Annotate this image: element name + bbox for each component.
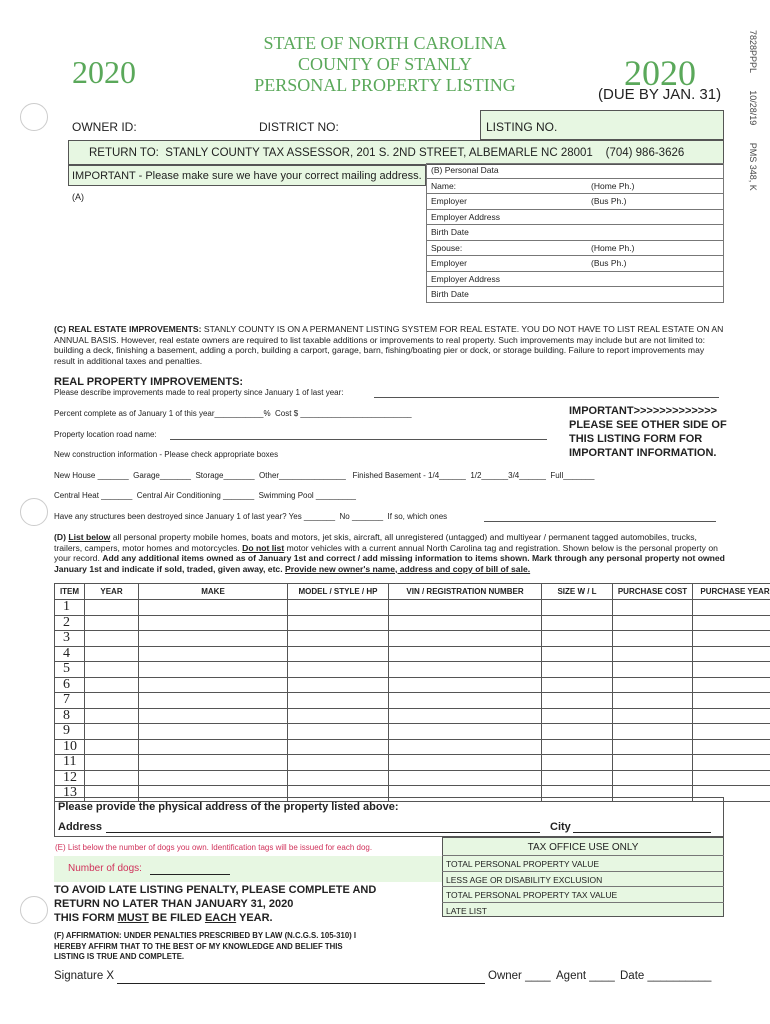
city-label: City [550,821,571,833]
table-row [55,724,770,740]
form-title [220,33,550,96]
table-cell[interactable] [389,708,542,724]
signature-date[interactable]: Date __________ [620,970,712,982]
item-number: 10 [55,739,85,755]
table-cell[interactable] [542,646,613,662]
table-cell[interactable] [85,662,139,678]
table-cell[interactable] [542,631,613,647]
table-cell[interactable] [85,631,139,647]
city-line[interactable] [573,832,711,833]
penalty-line-2: RETURN NO LATER THAN JANUARY 31, 2020 [54,898,294,910]
do-not-list: Do not list [242,542,285,553]
section-d-p2: motor vehicles with a current annual North Carolina tag and registration. Shown below is the personal property on your record. [54,542,718,563]
describe-improvements [54,388,719,397]
item-number: 8 [55,708,85,724]
return-to-box [68,140,724,165]
table-cell[interactable] [288,615,389,631]
table-cell[interactable] [389,739,542,755]
personal-data-row[interactable] [426,194,724,210]
table-cell[interactable] [288,662,389,678]
table-cell[interactable] [389,755,542,771]
table-cell[interactable] [288,646,389,662]
penalty-line-1: TO AVOID LATE LISTING PENALTY, PLEASE COMPLETE AND [54,884,377,896]
punch-hole [20,498,48,526]
items-col-header: VIN / REGISTRATION NUMBER [389,584,542,600]
table-cell[interactable] [288,708,389,724]
item-number: 1 [55,600,85,616]
punch-hole [20,103,48,131]
section-e: (E) List below the number of dogs you own. Identification tags will be issued for each dog. [55,843,373,852]
table-cell[interactable] [85,677,139,693]
personal-data-label: Employer [431,258,467,268]
address-line[interactable] [106,832,540,833]
items-col-header: ITEM [55,584,85,600]
table-cell[interactable] [693,646,770,662]
table-cell[interactable] [85,615,139,631]
table-cell[interactable] [288,631,389,647]
destroyed-line[interactable] [484,521,716,522]
table-row [55,770,770,786]
personal-data-row[interactable] [426,287,724,303]
table-cell[interactable] [389,615,542,631]
table-row [55,662,770,678]
penalty-line-3a: THIS FORM [54,912,118,924]
table-cell[interactable] [542,708,613,724]
items-col-header: MODEL / STYLE / HP [288,584,389,600]
personal-data-label: Name: [431,180,457,191]
title-line-1: STATE OF NORTH CAROLINA [263,33,507,53]
table-row [55,677,770,693]
personal-data-phone-label: (Home Ph.) [591,180,635,191]
items-col-header: SIZE W / L [542,584,613,600]
personal-data-row[interactable] [426,272,724,288]
table-row [55,693,770,709]
items-col-header: YEAR [85,584,139,600]
table-cell[interactable] [85,693,139,709]
table-cell[interactable] [288,677,389,693]
personal-data-phone-label: (Bus Ph.) [591,258,627,268]
section-d-p3: Add any additional items owned as of January 1st and correct / add missing information to items shown. Mark through any personal property not owned January 1st and indicate if sold, traded, given away, etc. [54,553,725,574]
tax-office-row: LATE LIST [442,902,724,918]
table-row [55,739,770,755]
table-cell[interactable] [693,615,770,631]
signature-label: Signature X [54,970,115,982]
table-cell[interactable] [613,739,693,755]
table-cell[interactable] [542,770,613,786]
personal-data-label: Birth Date [431,227,469,237]
table-cell[interactable] [613,600,693,616]
signature-owner[interactable]: Owner ____ [488,970,551,982]
table-cell[interactable] [389,693,542,709]
table-cell[interactable] [85,755,139,771]
table-cell[interactable] [693,693,770,709]
items-col-header: PURCHASE YEAR [693,584,770,600]
table-cell[interactable] [85,600,139,616]
table-cell[interactable] [85,770,139,786]
owner-id-label: OWNER ID: [72,120,137,134]
table-cell[interactable] [693,708,770,724]
construction-info: New construction information - Please check appropriate boxes [54,450,279,459]
dogs-label: Number of dogs: [68,863,142,874]
personal-data-label: Spouse: [431,242,463,253]
penalty-line-3c: YEAR. [236,912,273,924]
table-cell[interactable] [389,770,542,786]
physical-address-prompt: Please provide the physical address of the property listed above: [58,801,399,813]
destroyed-structures [54,512,716,521]
table-cell[interactable] [288,693,389,709]
table-cell[interactable] [139,770,288,786]
penalty-notice [54,883,376,925]
section-c [54,324,724,366]
dogs-box [54,856,442,882]
construction-types[interactable]: New House _______ Garage_______ Storage_______ Other_______________ Finished Basement - 1/4______ 1/2______3/4______ Full_______ [54,471,595,480]
section-d-p1: all personal property mobile homes, boats and motors, jet skis, aircraft, all unregistered (untagged) and multiyear / permanent tagged automobiles, trucks, trailers, campers, motor homes and motorcycles. [54,532,697,553]
important-mail-text: IMPORTANT - Please make sure we have your correct mailing address. [72,170,422,182]
title-line-2: COUNTY OF STANLY [297,54,473,74]
personal-data-row[interactable] [426,241,724,257]
due-by: (DUE BY JAN. 31) [598,86,722,103]
item-number: 9 [55,724,85,740]
section-a-label: (A) [72,192,84,202]
section-d-lead: (D) [54,532,69,542]
table-row [55,631,770,647]
table-row [55,708,770,724]
table-cell[interactable] [389,662,542,678]
personal-data-row[interactable] [426,210,724,226]
table-cell[interactable] [389,724,542,740]
item-number: 5 [55,662,85,678]
table-cell[interactable] [542,600,613,616]
table-row [55,646,770,662]
personal-data-label: Employer Address [431,211,500,222]
property-location [54,430,547,439]
table-cell[interactable] [288,755,389,771]
penalty-line-3b: BE FILED [148,912,205,924]
signature-agent[interactable]: Agent ____ [556,970,615,982]
table-cell[interactable] [139,600,288,616]
must-word: MUST [117,912,149,924]
list-below: List below [68,532,111,542]
dogs-line[interactable] [150,874,230,875]
section-d-p4: Provide new owner's name, address and copy of bill of sale. [285,563,531,574]
item-number: 13 [55,786,85,802]
describe-line[interactable] [374,397,719,398]
penalty-line-3 [54,911,376,925]
punch-hole [20,896,48,924]
table-cell[interactable] [613,755,693,771]
table-cell[interactable] [613,646,693,662]
table-cell[interactable] [288,739,389,755]
table-cell[interactable] [693,755,770,771]
personal-data-row[interactable] [426,225,724,241]
item-number: 2 [55,615,85,631]
district-no-label: DISTRICT NO: [259,120,339,134]
table-cell[interactable] [613,724,693,740]
table-cell[interactable] [613,708,693,724]
table-cell[interactable] [389,677,542,693]
address-label: Address [58,821,103,833]
table-cell[interactable] [85,708,139,724]
table-cell[interactable] [389,646,542,662]
table-cell[interactable] [85,646,139,662]
table-cell[interactable] [139,724,288,740]
tax-office-row: TOTAL PERSONAL PROPERTY VALUE [442,855,724,871]
personal-data-label: Birth Date [431,289,469,299]
table-cell[interactable] [613,770,693,786]
item-number: 11 [55,755,85,771]
table-cell[interactable] [693,631,770,647]
items-col-header: PURCHASE COST [613,584,693,600]
listing-no-label: LISTING NO. [486,120,558,134]
table-cell[interactable] [542,615,613,631]
personal-data-title: (B) Personal Data [431,165,499,175]
personal-data-phone-label: (Home Ph.) [591,242,635,253]
table-cell[interactable] [542,724,613,740]
item-number: 6 [55,677,85,693]
table-cell[interactable] [389,631,542,647]
tax-office-row: TOTAL PERSONAL PROPERTY TAX VALUE [442,886,724,902]
section-c-lead: (C) REAL ESTATE IMPROVEMENTS: [54,324,202,334]
personal-data-row[interactable] [426,256,724,272]
table-cell[interactable] [542,755,613,771]
personal-data-row[interactable] [426,179,724,195]
table-cell[interactable] [139,739,288,755]
table-row [55,615,770,631]
address-box [54,797,724,837]
heat-air-pool[interactable]: Central Heat _______ Central Air Conditioning _______ Swimming Pool _________ [54,491,356,500]
real-property-title: REAL PROPERTY IMPROVEMENTS: [54,376,244,388]
property-location-line[interactable] [170,439,547,440]
table-cell[interactable] [139,662,288,678]
listing-no-box[interactable] [480,110,724,140]
table-cell[interactable] [693,724,770,740]
table-cell[interactable] [693,739,770,755]
item-number: 12 [55,770,85,786]
table-cell[interactable] [139,693,288,709]
table-cell[interactable] [693,662,770,678]
percent-complete[interactable]: Percent complete as of January 1 of this year___________% Cost $ _________________________ [54,409,412,418]
table-cell[interactable] [288,770,389,786]
table-cell[interactable] [542,739,613,755]
table-cell[interactable] [613,631,693,647]
table-cell[interactable] [139,631,288,647]
table-cell[interactable] [613,615,693,631]
affirmation: (F) AFFIRMATION: UNDER PENALTIES PRESCRIBED BY LAW (N.C.G.S. 105-310) I HEREBY AFFIRM THAT TO THE BEST OF MY KNOWLEDGE AND BELIEF THIS LISTING IS TRUE AND COMPLETE. [54,931,357,961]
table-cell[interactable] [139,646,288,662]
table-row [55,755,770,771]
table-cell[interactable] [139,677,288,693]
table-cell[interactable] [139,755,288,771]
table-cell[interactable] [389,600,542,616]
destroyed-label: Have any structures been destroyed since January 1 of last year? Yes _______ No _______ If so, which ones [54,512,448,521]
items-table [54,583,770,802]
table-cell[interactable] [693,600,770,616]
table-cell[interactable] [693,677,770,693]
table-cell[interactable] [542,693,613,709]
table-row [55,600,770,616]
item-number: 7 [55,693,85,709]
personal-data-label: Employer [431,196,467,206]
table-cell[interactable] [542,677,613,693]
table-cell[interactable] [85,724,139,740]
property-location-label: Property location road name: [54,430,157,439]
section-c-text: STANLY COUNTY IS ON A PERMANENT LISTING SYSTEM FOR REAL ESTATE. YOU DO NOT HAVE TO LIST REAL ESTATE ON AN ANNUAL BASIS. However, real estate owners are required to list taxable additions or improvements to real property. Such improvements may include but are not limited to: building a deck, finishing a basement, adding a porch, building a carport, garage, barn, fishing/boating pier or dock, or storage building. Failure to report improvements may result in additional taxes and penalties. [54,324,724,366]
personal-data-phone-label: (Bus Ph.) [591,196,627,206]
signature-line[interactable] [117,983,485,984]
table-cell[interactable] [139,708,288,724]
table-cell[interactable] [139,615,288,631]
side-code: 7828PPPL 10/28/19 PMS 348, K [748,30,758,191]
personal-data-header [426,163,724,179]
each-word: EACH [204,912,237,924]
tax-office-row: LESS AGE OR DISABILITY EXCLUSION [442,871,724,887]
table-cell[interactable] [288,724,389,740]
table-cell[interactable] [613,662,693,678]
personal-data-label: Employer Address [431,273,500,284]
section-d [54,532,726,574]
item-number: 4 [55,646,85,662]
year-right: 2020 [624,53,696,93]
return-to-text: RETURN TO: STANLY COUNTY TAX ASSESSOR, 201 S. 2ND STREET, ALBEMARLE NC 28001 (704) 986-3626 [89,147,685,159]
table-cell[interactable] [288,600,389,616]
table-cell[interactable] [693,770,770,786]
table-cell[interactable] [613,677,693,693]
item-number: 3 [55,631,85,647]
year-left: 2020 [72,54,136,90]
tax-office-header: TAX OFFICE USE ONLY [527,842,639,853]
table-cell[interactable] [542,662,613,678]
table-cell[interactable] [613,693,693,709]
important-mail-box [68,165,426,186]
important-see-other-side: IMPORTANT>>>>>>>>>>>>> PLEASE SEE OTHER SIDE OF THIS LISTING FORM FOR IMPORTANT INFORMATION. [569,405,727,459]
items-col-header: MAKE [139,584,288,600]
table-cell[interactable] [85,739,139,755]
describe-label: Please describe improvements made to real property since January 1 of last year: [54,388,344,397]
title-line-3: PERSONAL PROPERTY LISTING [254,75,516,95]
